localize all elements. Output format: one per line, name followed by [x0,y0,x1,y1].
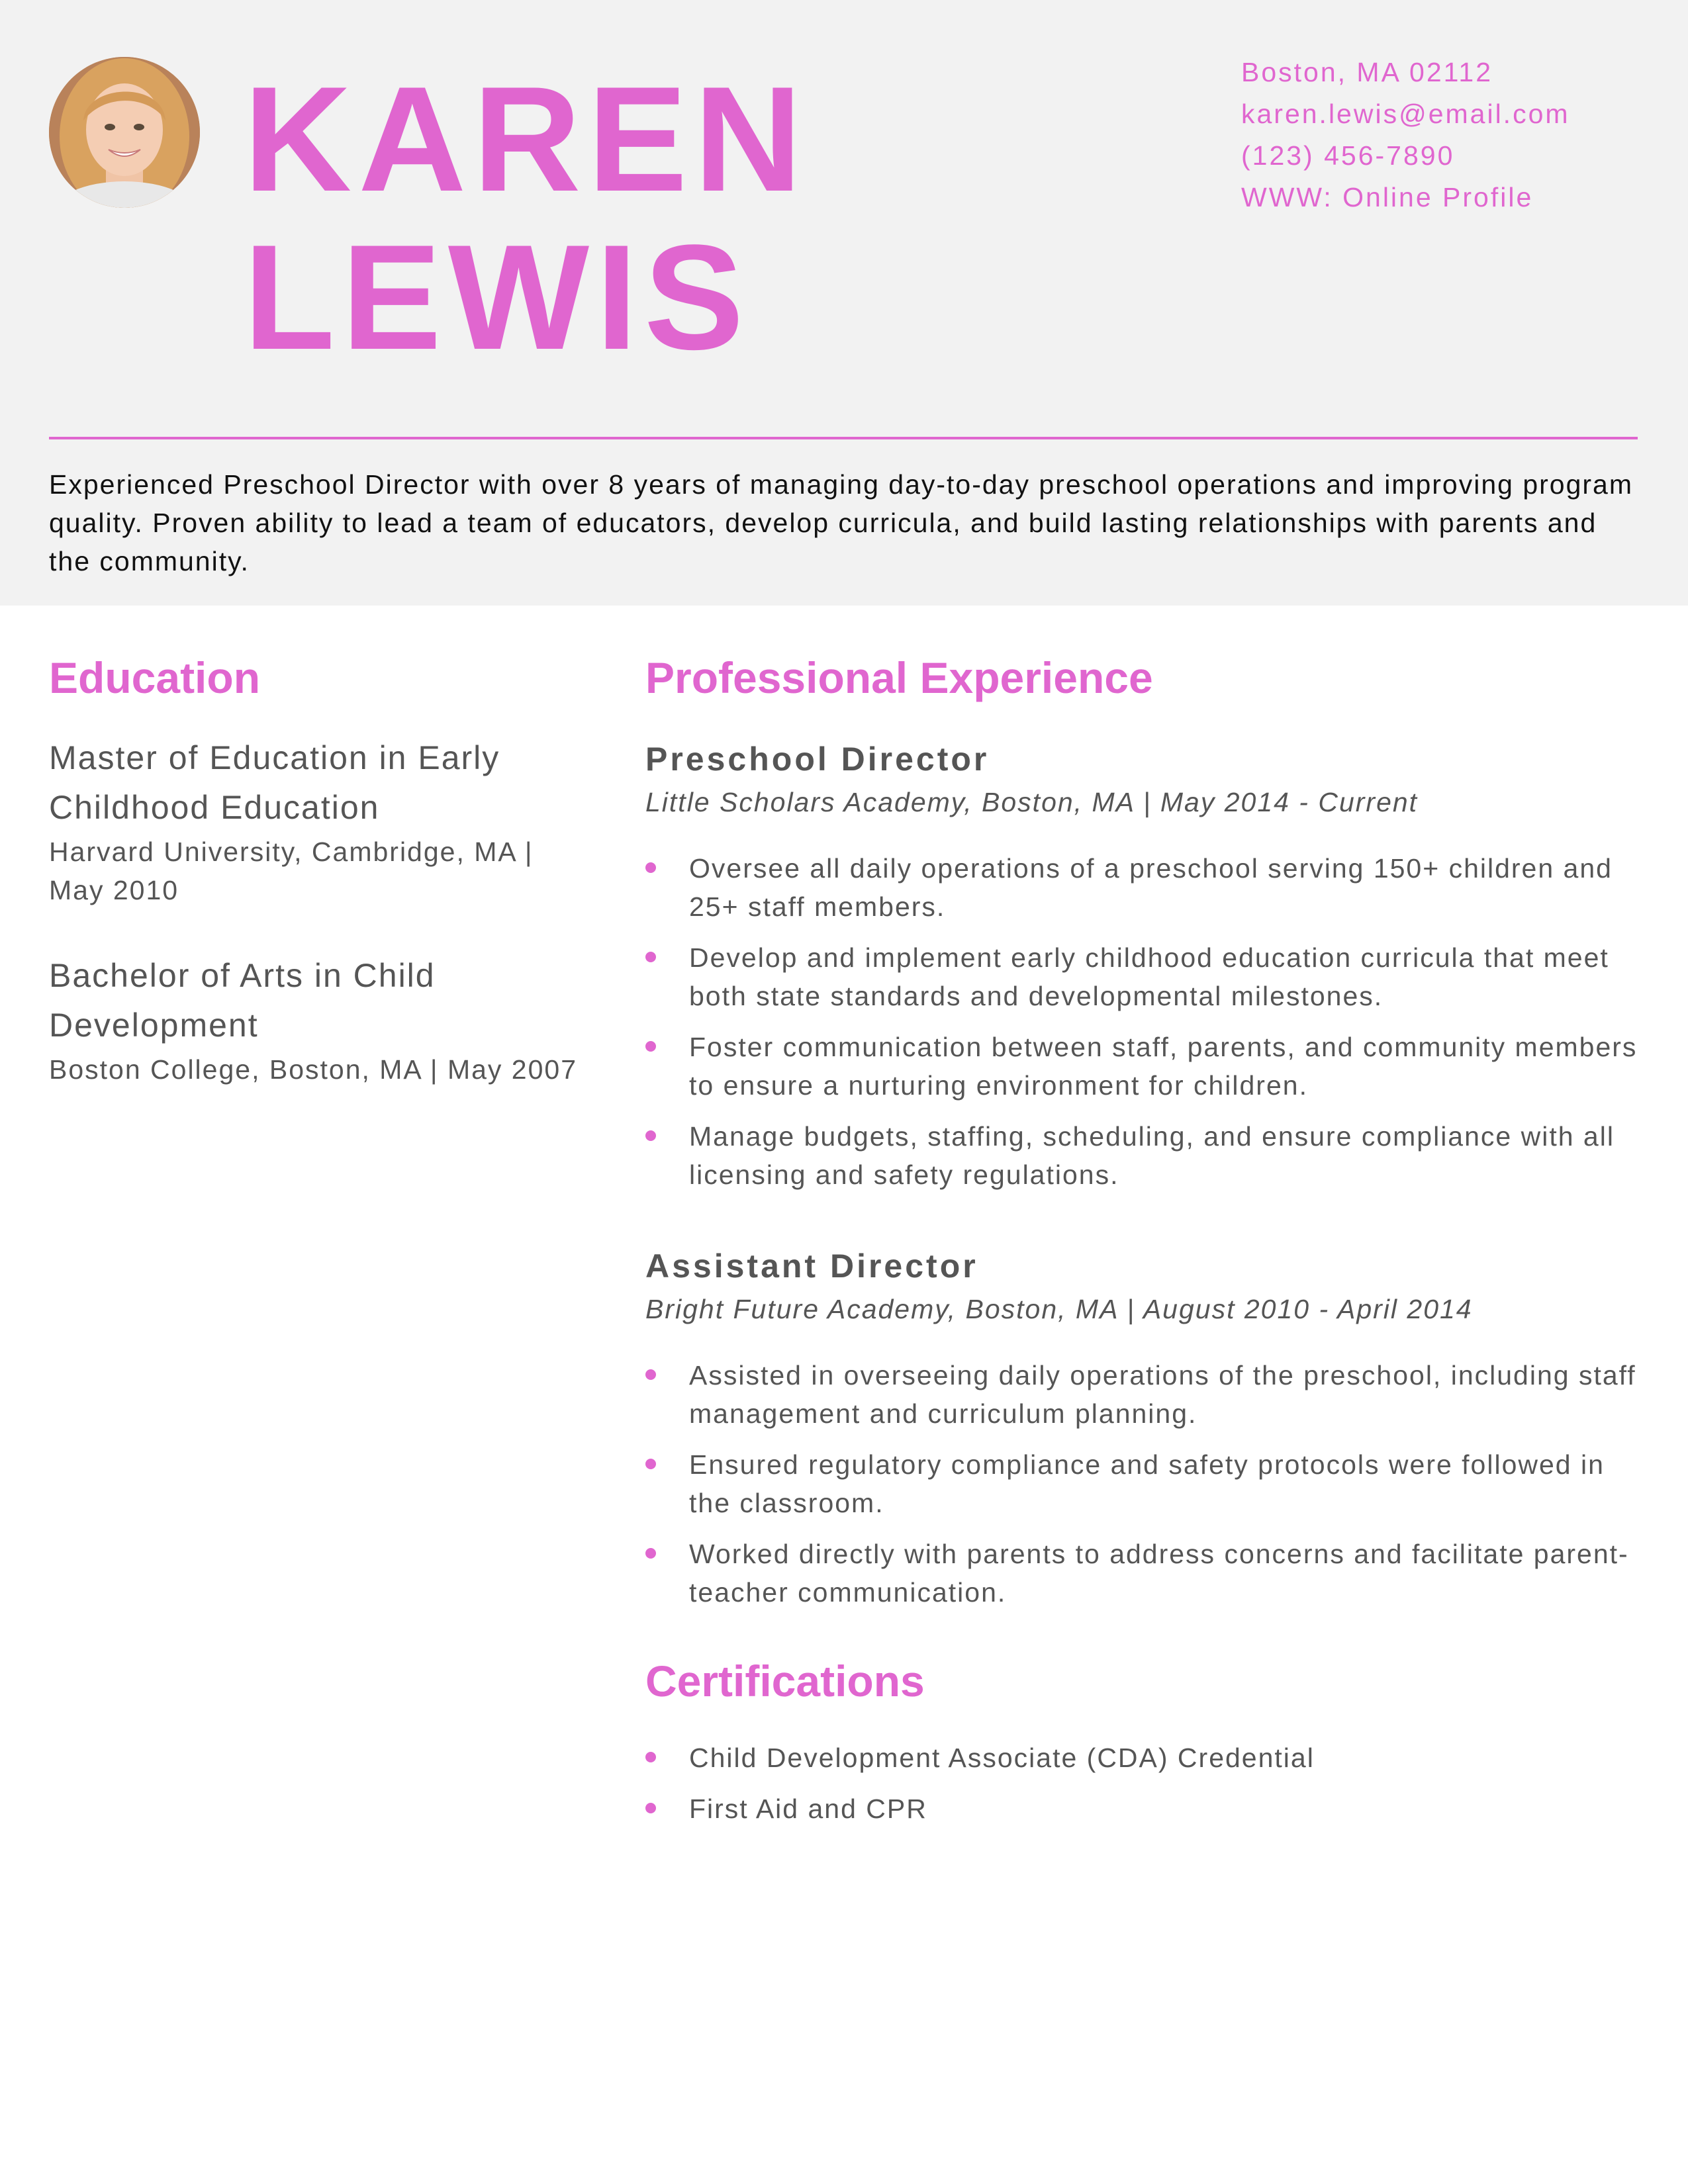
job-company: Bright Future Academy, Boston, MA | August 2010 - April 2014 [645,1294,1473,1324]
list-item [645,1790,1638,1828]
list-item [645,938,1638,1015]
education-heading: Education [49,653,261,702]
experience-heading: Professional Experience [645,653,1153,702]
bullet-text: Manage budgets, staffing, scheduling, and ensure compliance with all licensing and safety regulations. [689,1121,1615,1190]
bullet-dot-icon [645,1803,656,1813]
bullet-dot-icon [645,1548,656,1559]
bullet-text: Oversee all daily operations of a preschool serving 150+ children and 25+ staff members. [689,853,1613,922]
job-bullet-list [645,1356,1638,1624]
bullet-text: Assisted in overseeing daily operations of the preschool, including staff management and curriculum planning. [689,1360,1636,1429]
list-item [645,849,1638,926]
contact-email[interactable]: karen.lewis@email.com [1241,99,1570,129]
education-degree: Bachelor of Arts in Child Development [49,957,436,1044]
job-company: Little Scholars Academy, Boston, MA | May 2014 - Current [645,787,1419,817]
education-school: Harvard University, Cambridge, MA | May 2010 [49,837,534,905]
header-divider [49,437,1638,439]
education-entry [49,951,579,1089]
certifications-list [645,1739,1638,1841]
name-last: LEWIS [244,213,751,381]
summary-text: Experienced Preschool Director with over 8 years of managing day-to-day preschool operations and improving program quality. Proven ability to lead a team of educators, develop curricula, and build lasting relationships with parents and the community. [49,469,1633,576]
certification-text: First Aid and CPR [689,1794,927,1824]
job-bullet-list [645,849,1638,1206]
education-entry [49,733,579,909]
list-item [645,1535,1638,1612]
bullet-dot-icon [645,1369,656,1380]
list-item [645,1028,1638,1105]
education-school: Boston College, Boston, MA | May 2007 [49,1054,578,1085]
job-title: Assistant Director [645,1248,978,1285]
bullet-dot-icon [645,1041,656,1052]
name-first: KAREN [244,55,809,222]
contact-phone: (123) 456-7890 [1241,140,1455,171]
list-item [645,1356,1638,1433]
bullet-text: Worked directly with parents to address concerns and facilitate parent-teacher communication. [689,1539,1629,1608]
bullet-dot-icon [645,952,656,962]
certifications-heading: Certifications [645,1657,925,1706]
contact-address: Boston, MA 02112 [1241,57,1493,87]
list-item [645,1739,1638,1777]
list-item [645,1445,1638,1522]
contact-website-link[interactable]: WWW: Online Profile [1241,182,1534,212]
profile-photo [49,57,200,208]
contact-info [1241,52,1665,218]
bullet-text: Foster communication between staff, parents, and community members to ensure a nurturing environment for children. [689,1032,1638,1101]
bullet-text: Develop and implement early childhood education curricula that meet both state standards and developmental milestones. [689,942,1609,1011]
bullet-text: Ensured regulatory compliance and safety protocols were followed in the classroom. [689,1449,1605,1518]
bullet-dot-icon [645,1752,656,1762]
job-title: Preschool Director [645,741,990,778]
bullet-dot-icon [645,1130,656,1141]
education-degree: Master of Education in Early Childhood Education [49,739,500,826]
list-item [645,1117,1638,1194]
bullet-dot-icon [645,862,656,873]
bullet-dot-icon [645,1459,656,1469]
certification-text: Child Development Associate (CDA) Credential [689,1743,1315,1773]
